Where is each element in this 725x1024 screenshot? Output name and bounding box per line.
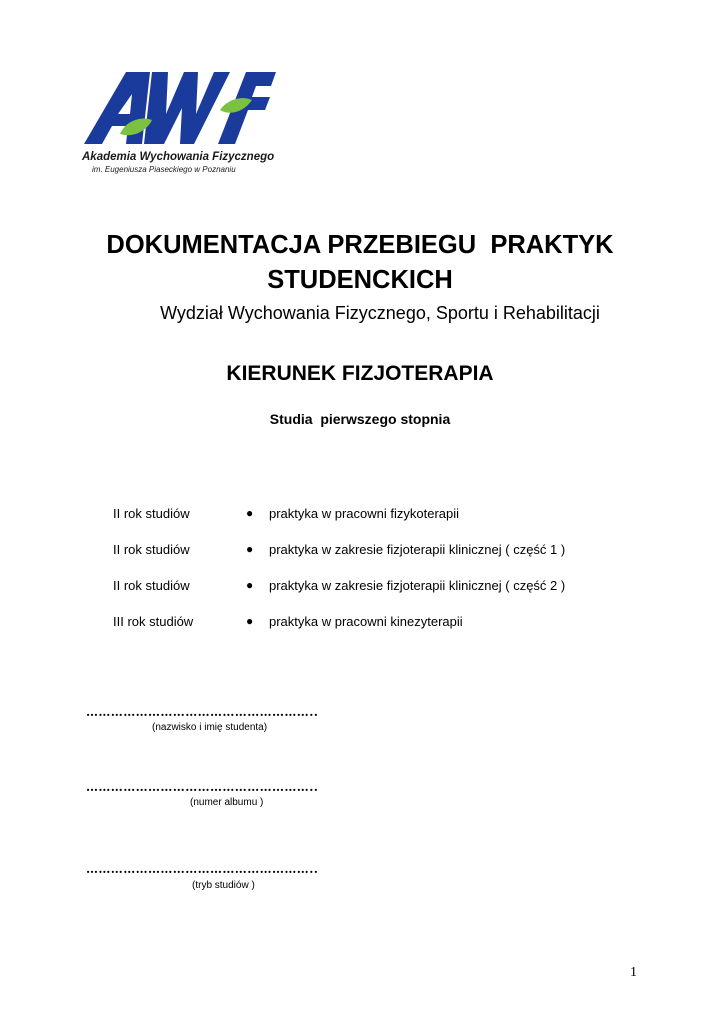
bullet-icon: ● — [246, 542, 254, 556]
practice-row — [0, 578, 725, 600]
bullet-icon: ● — [246, 506, 254, 520]
practice-description: praktyka w zakresie fizjoterapii klinicznej ( część 1 ) — [269, 542, 566, 557]
practice-row — [0, 614, 725, 636]
faculty-name: Wydział Wychowania Fizycznego, Sportu i Rehabilitacji — [160, 303, 600, 323]
practice-year: II rok studiów — [113, 542, 190, 557]
title-line-1: DOKUMENTACJA PRZEBIEGU PRAKTYK — [106, 231, 614, 259]
study-mode-caption: (tryb studiów ) — [192, 880, 255, 891]
bullet-icon: ● — [246, 578, 254, 592]
logo-institution-name: Akademia Wychowania Fizycznego — [82, 151, 275, 163]
practice-description: praktyka w zakresie fizjoterapii klinicznej ( część 2 ) — [269, 578, 566, 593]
practice-row — [0, 506, 725, 528]
major-heading: KIERUNEK FIZJOTERAPIA — [226, 362, 494, 385]
practice-year: II rok studiów — [113, 578, 190, 593]
practice-description: praktyka w pracowni fizykoterapii — [269, 506, 460, 521]
student-name-field[interactable]: ……………………………………………….. — [86, 705, 319, 719]
logo-letter-a — [84, 72, 150, 144]
album-number-caption: (numer albumu ) — [190, 797, 264, 808]
practice-row — [0, 542, 725, 564]
practice-year: III rok studiów — [113, 614, 194, 629]
document-title — [60, 228, 660, 298]
page-number: 1 — [630, 965, 637, 980]
study-level: Studia pierwszego stopnia — [269, 411, 451, 427]
student-name-caption: (nazwisko i imię studenta) — [152, 722, 268, 733]
title-line-2: STUDENCKICH — [267, 266, 453, 294]
logo-letter-w — [144, 72, 230, 144]
practice-year: II rok studiów — [113, 506, 190, 521]
practice-description: praktyka w pracowni kinezyterapii — [269, 614, 463, 629]
logo-patron-name: im. Eugeniusza Piaseckiego w Poznaniu — [92, 165, 236, 174]
album-number-field[interactable]: ……………………………………………….. — [86, 780, 319, 794]
bullet-icon: ● — [246, 614, 254, 628]
study-mode-field[interactable]: ……………………………………………….. — [86, 862, 319, 876]
